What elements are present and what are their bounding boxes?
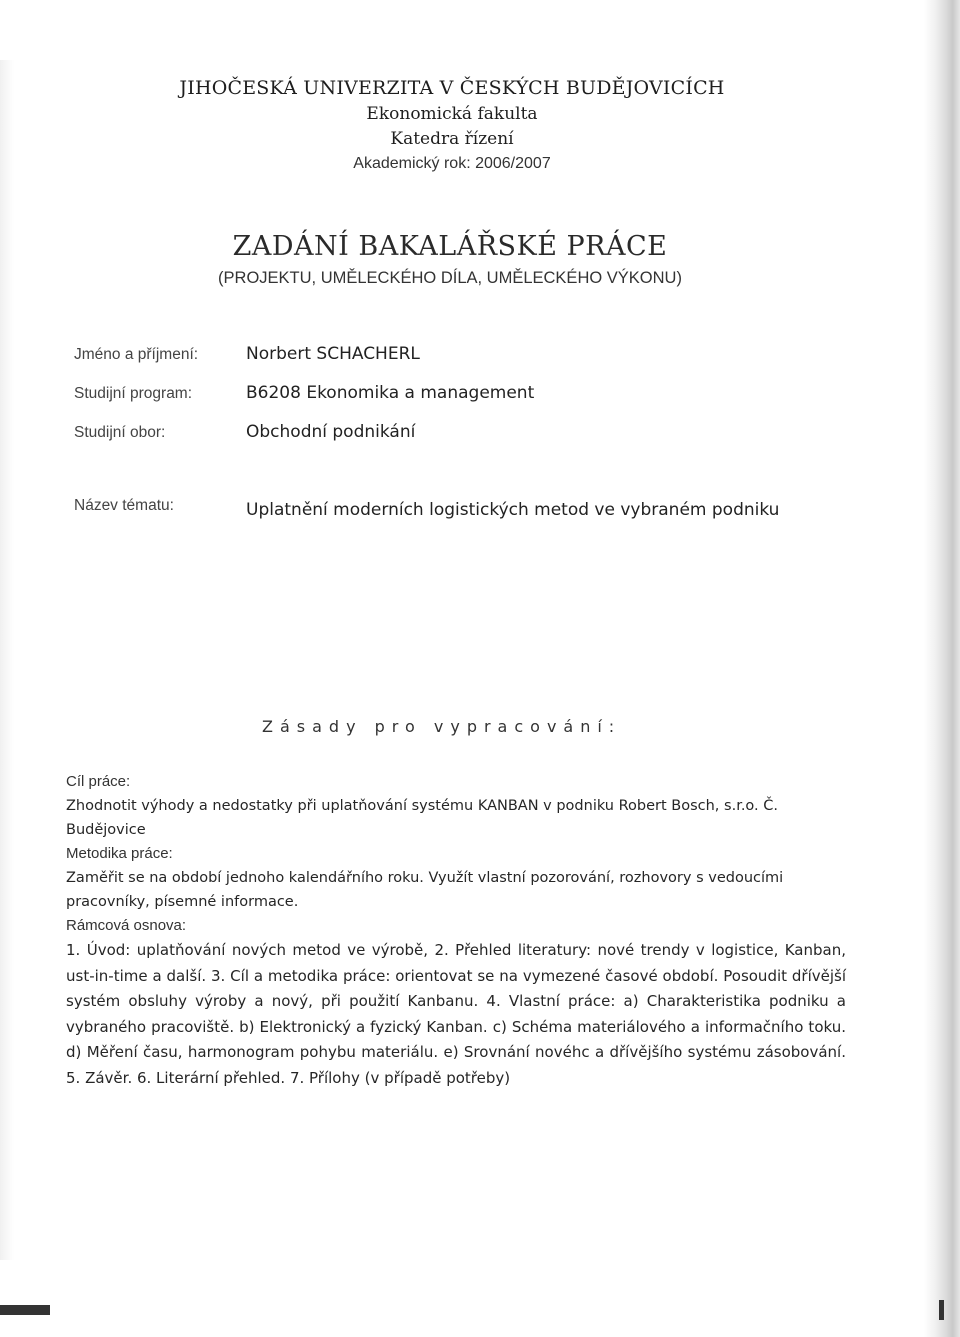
- department-name: Katedra řízení: [390, 129, 514, 149]
- document-title: ZADÁNÍ BAKALÁŘSKÉ PRÁCE: [232, 231, 668, 262]
- student-fields: [74, 344, 794, 461]
- field-label: Studijní program:: [74, 385, 193, 402]
- outline-text: 1. Úvod: uplatňování nových metod ve výrobě, 2. Přehled literatury: nové trendy v logistice, Kanban, ust-in-time a další. 3. Cíl a metodika práce: orientovat se na vymezené časové období. Posoudit dřívější systém obsluhy výroby a nový, při použití Kanbanu. 4. Vlastní práce: a) Charakteristika podniku a vybraného pracoviště. b) Elektronický a fyzický Kanban. c) Schéma materiálového a informačního toku. d) Měření času, harmonogram pohybu materiálu. e) Srovnání novéhc a dřívějšího systému zásobování. 5. Závěr. 6. Literární přehled. 7. Přílohy (v případě potřeby): [66, 941, 846, 1087]
- academic-year: Akademický rok: 2006/2007: [353, 155, 551, 172]
- scan-mark-bottom-right: [939, 1300, 944, 1320]
- topic-row: [74, 497, 794, 523]
- field-label: Studijní obor:: [74, 424, 166, 441]
- scan-shadow-left: [0, 60, 14, 1260]
- field-row-program: [74, 383, 794, 422]
- outline-label: Rámcová osnova:: [66, 917, 187, 934]
- university-name: JIHOČESKÁ UNIVERZITA V ČESKÝCH BUDĚJOVICÍCH: [179, 77, 725, 99]
- field-value: Obchodní podnikání: [246, 422, 416, 442]
- assignment-content: [66, 770, 846, 1091]
- faculty-name: Ekonomická fakulta: [366, 104, 538, 124]
- title-block: [160, 228, 740, 290]
- field-row-name: [74, 344, 794, 383]
- field-value: Norbert SCHACHERL: [246, 344, 420, 364]
- scan-edge-right: [924, 0, 960, 1337]
- method-text: Zaměřit se na období jednoho kalendářního roku. Využít vlastní pozorování, rozhovory s vedoucími pracovníky, písemné informace.: [66, 870, 784, 910]
- topic-label: Název tématu:: [74, 497, 174, 514]
- document-header: [148, 74, 756, 176]
- goal-text: Zhodnotit výhody a nedostatky při uplatňování systému KANBAN v podniku Robert Bosch, s.r.o. Č. Budějovice: [66, 798, 779, 838]
- field-label: Jméno a příjmení:: [74, 346, 199, 363]
- principles-heading: Zásady pro vypracování:: [262, 717, 622, 736]
- topic-value: Uplatnění moderních logistických metod ve vybraném podniku: [246, 500, 780, 520]
- method-label: Metodika práce:: [66, 845, 173, 862]
- field-row-field: [74, 422, 794, 461]
- field-value: B6208 Ekonomika a management: [246, 383, 535, 403]
- document-subtitle: (PROJEKTU, UMĚLECKÉHO DÍLA, UMĚLECKÉHO VÝKONU): [218, 269, 682, 287]
- goal-label: Cíl práce:: [66, 773, 131, 790]
- scan-mark-bottom-left: [0, 1305, 50, 1315]
